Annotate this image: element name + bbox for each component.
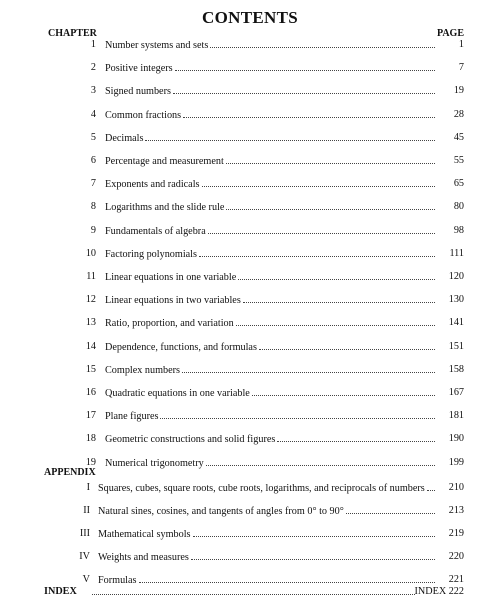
chapters-title: Plane figures — [105, 411, 159, 422]
chapters-entry[interactable] — [0, 61, 500, 75]
leader-dots — [206, 456, 435, 466]
chapters-page: 55 — [453, 155, 464, 166]
chapters-entry[interactable] — [0, 247, 500, 261]
chapters-title: Factoring polynomials — [105, 249, 197, 260]
appendix-title: Mathematical symbols — [98, 529, 191, 540]
leader-dots — [346, 504, 435, 514]
leader-dots — [193, 527, 435, 537]
leader-dots — [202, 177, 436, 187]
leader-dots — [226, 154, 435, 164]
chapters-title: Signed numbers — [105, 86, 171, 97]
chapters-title-line — [105, 61, 435, 76]
index-entry[interactable] — [0, 585, 500, 598]
chapters-entry[interactable] — [0, 177, 500, 191]
chapters-number: 13 — [85, 317, 96, 328]
chapters-number: 10 — [85, 248, 96, 259]
chapters-entry[interactable] — [0, 108, 500, 122]
chapters-title: Positive integers — [105, 63, 173, 74]
leader-dots — [210, 38, 435, 48]
chapters-entry[interactable] — [0, 38, 500, 52]
chapters-title-line — [105, 224, 435, 239]
chapters-entry[interactable] — [0, 409, 500, 423]
chapters-title-line — [105, 247, 435, 262]
leader-dots — [139, 573, 436, 583]
chapters-entry[interactable] — [0, 316, 500, 330]
chapters-page: 7 — [458, 62, 464, 73]
leader-dots — [236, 316, 435, 326]
leader-dots — [199, 247, 435, 257]
chapters-number: 18 — [85, 433, 96, 444]
chapters-title-line — [105, 270, 435, 285]
leader-dots — [182, 363, 435, 373]
appendix-number: IV — [79, 551, 90, 562]
chapters-page: 120 — [448, 271, 464, 282]
appendix-number: V — [82, 574, 90, 585]
appendix-title: Weights and measures — [98, 552, 189, 563]
chapters-number: 7 — [90, 178, 96, 189]
chapters-number: 11 — [86, 271, 96, 282]
chapters-title-line — [105, 363, 435, 378]
leader-dots — [427, 481, 435, 491]
chapters-title: Linear equations in one variable — [105, 272, 237, 283]
chapters-number: 14 — [85, 341, 96, 352]
chapters-title-line — [105, 456, 435, 471]
leader-dots — [243, 293, 435, 303]
chapters-number: 17 — [85, 410, 96, 421]
chapters-page: 130 — [448, 294, 464, 305]
index-page: INDEX 222 — [414, 586, 464, 597]
chapters-title: Numerical trigonometry — [105, 458, 204, 469]
chapters-number: 5 — [90, 132, 96, 143]
chapters-title-line — [105, 131, 435, 146]
chapters-number: 2 — [90, 62, 96, 73]
chapters-page: 151 — [448, 341, 464, 352]
chapters-number: 9 — [90, 225, 96, 236]
chapters-title-line — [105, 432, 435, 447]
chapters-title-line — [105, 154, 435, 169]
chapters-title: Linear equations in two variables — [105, 295, 241, 306]
chapters-page: 19 — [453, 85, 464, 96]
chapters-number: 1 — [90, 39, 96, 50]
chapters-page: 98 — [453, 225, 464, 236]
appendix-title-line — [98, 527, 435, 542]
chapters-title: Common fractions — [105, 110, 182, 121]
chapters-entry[interactable] — [0, 154, 500, 168]
chapters-page: 80 — [453, 201, 464, 212]
chapters-title: Logarithms and the slide rule — [105, 202, 225, 213]
chapters-title: Dependence, functions, and formulas — [105, 342, 257, 353]
chapters-entry[interactable] — [0, 363, 500, 377]
appendix-entry[interactable] — [0, 527, 500, 541]
chapters-page: 181 — [448, 410, 464, 421]
chapters-entry[interactable] — [0, 340, 500, 354]
chapters-page: 141 — [448, 317, 464, 328]
chapters-title-line — [105, 386, 435, 401]
appendix-title-line — [98, 504, 435, 519]
page-title: CONTENTS — [202, 8, 298, 27]
appendix-entry[interactable] — [0, 550, 500, 564]
leader-dots — [191, 550, 435, 560]
appendix-title: Formulas — [98, 575, 137, 586]
chapters-page: 65 — [453, 178, 464, 189]
chapters-title: Quadratic equations in one variable — [105, 388, 250, 399]
chapters-page: 45 — [453, 132, 464, 143]
chapters-title-line — [105, 108, 435, 123]
chapters-title: Exponents and radicals — [105, 179, 200, 190]
leader-dots — [259, 340, 435, 350]
chapters-entry[interactable] — [0, 131, 500, 145]
page-column-header: PAGE — [436, 28, 464, 39]
appendix-number: II — [83, 505, 90, 516]
chapters-title: Percentage and measurement — [105, 156, 224, 167]
appendix-title-line — [98, 481, 435, 496]
appendix-entry[interactable] — [0, 481, 500, 495]
appendix-page: 213 — [448, 505, 464, 516]
chapters-title: Geometric constructions and solid figures — [105, 434, 276, 445]
appendix-entry[interactable] — [0, 504, 500, 518]
appendix-title: Squares, cubes, square roots, cube roots, logarithms, and reciprocals of numbers — [98, 483, 425, 494]
appendix-number: III — [79, 528, 90, 539]
chapters-number: 12 — [85, 294, 96, 305]
leader-dots — [92, 585, 415, 595]
chapters-page: 28 — [453, 109, 464, 120]
appendix-header: APPENDIX — [44, 467, 96, 478]
index-label: INDEX — [44, 586, 77, 597]
appendix-title: Natural sines, cosines, and tangents of angles from 0° to 90° — [98, 506, 344, 517]
chapters-entry[interactable] — [0, 84, 500, 98]
chapters-title-line — [105, 316, 435, 331]
chapters-number: 3 — [90, 85, 96, 96]
chapters-entry[interactable] — [0, 432, 500, 446]
leader-dots — [252, 386, 435, 396]
leader-dots — [277, 432, 435, 442]
leader-dots — [238, 270, 435, 280]
chapter-column-header: CHAPTER — [48, 28, 97, 39]
leader-dots — [208, 224, 435, 234]
chapters-number: 4 — [90, 109, 96, 120]
chapters-title-line — [105, 409, 435, 424]
chapters-page: 167 — [448, 387, 464, 398]
chapters-title-line — [105, 84, 435, 99]
chapters-entry[interactable] — [0, 386, 500, 400]
leader-dots — [145, 131, 435, 141]
leader-dots — [183, 108, 435, 118]
appendix-title-line — [98, 550, 435, 565]
chapters-entry[interactable] — [0, 224, 500, 238]
chapters-title: Complex numbers — [105, 365, 180, 376]
appendix-page: 210 — [448, 482, 464, 493]
chapters-title-line — [105, 293, 435, 308]
chapters-number: 15 — [85, 364, 96, 375]
chapters-number: 16 — [85, 387, 96, 398]
chapters-page: 158 — [448, 364, 464, 375]
appendix-number: I — [86, 482, 90, 493]
chapters-entry[interactable] — [0, 270, 500, 284]
chapters-title: Decimals — [105, 133, 144, 144]
chapters-title-line — [105, 38, 435, 53]
leader-dots — [160, 409, 435, 419]
chapters-entry[interactable] — [0, 200, 500, 214]
chapters-page: 190 — [448, 433, 464, 444]
chapters-title: Fundamentals of algebra — [105, 226, 206, 237]
chapters-number: 6 — [90, 155, 96, 166]
chapters-number: 8 — [90, 201, 96, 212]
chapters-title-line — [105, 200, 435, 215]
chapters-page: 111 — [449, 248, 464, 259]
leader-dots — [173, 84, 435, 94]
chapters-number: 19 — [85, 457, 96, 468]
chapters-title: Ratio, proportion, and variation — [105, 318, 234, 329]
appendix-page: 220 — [448, 551, 464, 562]
leader-dots — [226, 200, 435, 210]
leader-dots — [175, 61, 435, 71]
chapters-page: 1 — [458, 39, 464, 50]
chapters-title: Number systems and sets — [105, 40, 209, 51]
chapters-title-line — [105, 177, 435, 192]
chapters-entry[interactable] — [0, 293, 500, 307]
chapters-page: 199 — [448, 457, 464, 468]
chapters-title-line — [105, 340, 435, 355]
appendix-page: 219 — [448, 528, 464, 539]
appendix-page: 221 — [448, 574, 464, 585]
